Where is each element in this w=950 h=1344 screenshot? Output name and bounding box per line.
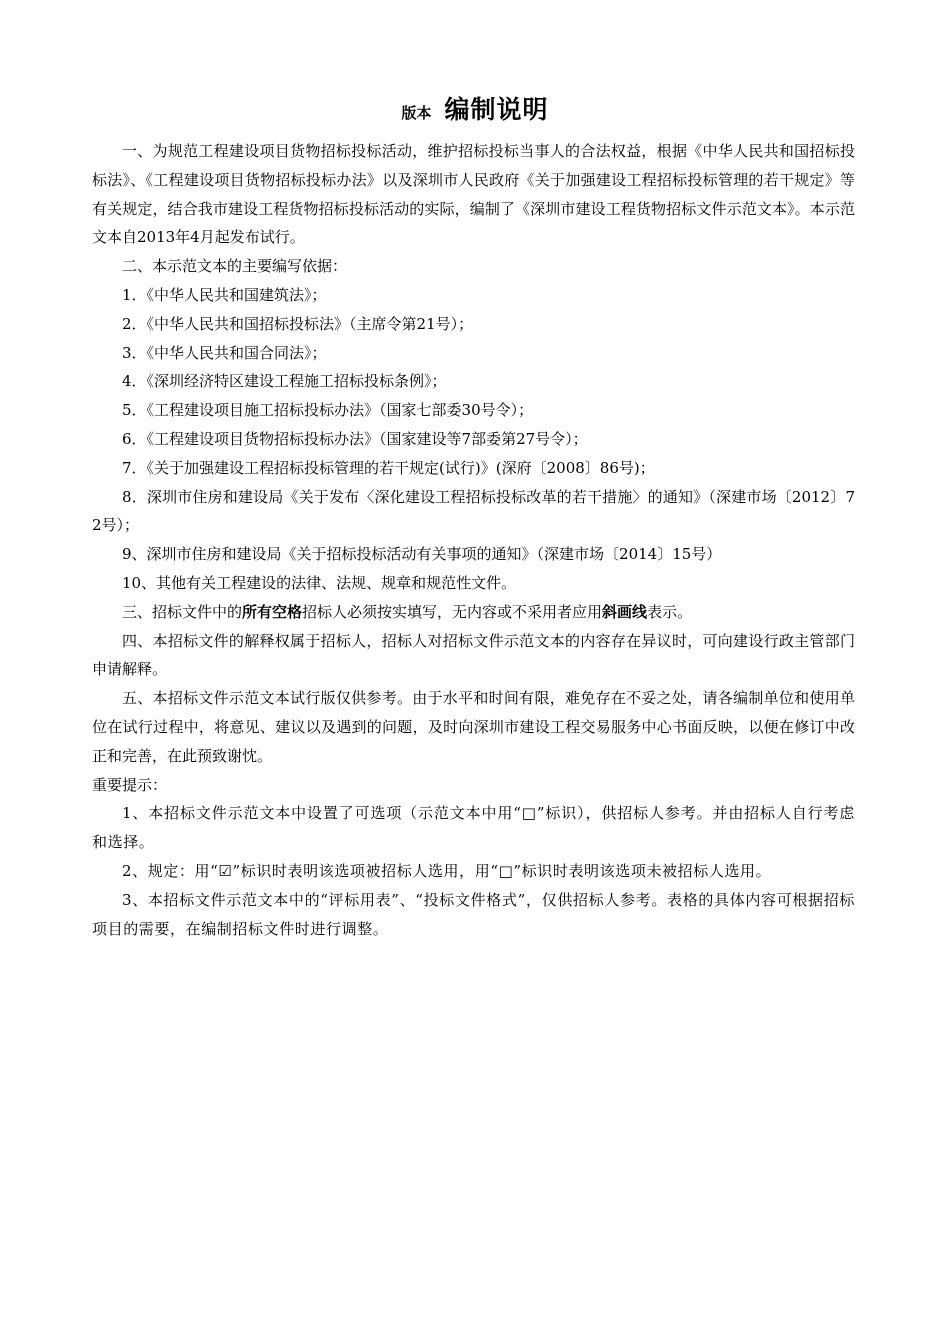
page-title — [0, 92, 950, 131]
basis-item-1: 1．《中华人民共和国建筑法》； — [122, 285, 327, 304]
paragraph-interpretation: 四、本招标文件的解释权属于招标人，招标人对招标文件示范文本的内容存在异议时，可向建设行政主管部门申请解释。 — [92, 631, 855, 679]
basis-item-8: 8．深圳市住房和建设局《关于发布〈深化建设工程招标投标改革的若干措施〉的通知》（深建市场〔2012〕72号）； — [92, 487, 855, 535]
paragraph-feedback: 五、本招标文件示范文本试行版仅供参考。由于水平和时间有限，难免存在不妥之处，请各编制单位和使用单位在试行过程中，将意见、建议以及遇到的问题，及时向深圳市建设工程交易服务中心书面反映，以便在修订中改正和完善，在此预致谢忱。 — [92, 689, 855, 765]
basis-item-7: 7．《关于加强建设工程招标投标管理的若干规定(试行)》(深府〔2008〕86号)； — [122, 458, 655, 477]
emphasis-slash-line: 斜画线 — [602, 602, 648, 621]
note-item-1: 1、本招标文件示范文本中设置了可选项（示范文本中用“□”标识），供招标人参考。并由招标人自行考虑和选择。 — [92, 804, 855, 852]
basis-item-9: 9、深圳市住房和建设局《关于招标投标活动有关事项的通知》（深建市场〔2014〕15号） — [122, 545, 722, 564]
paragraph-purpose: 一、为规范工程建设项目货物招标投标活动，维护招标投标当事人的合法权益，根据《中华人民共和国招标投标法》、《工程建设项目货物招标投标办法》以及深圳市人民政府《关于加强建设工程招标投标管理的若干规定》等有关规定，结合我市建设工程货物招标投标活动的实际，编制了《深圳市建设工程货物招标文件示范文本》。本示范文本自2013年4月起发布试行。 — [92, 142, 855, 247]
basis-item-5: 5．《工程建设项目施工招标投标办法》（国家七部委30号令）； — [122, 401, 534, 420]
title-main: 编制说明 — [444, 95, 549, 124]
emphasis-all-blanks: 所有空格 — [242, 602, 303, 621]
notes-list — [92, 799, 855, 943]
basis-item-10: 10、其他有关工程建设的法律、法规、规章和规范性文件。 — [122, 573, 517, 592]
notes-heading: 重要提示： — [92, 775, 168, 794]
title-prefix: 版本 — [401, 104, 432, 122]
basis-item-4: 4．《深圳经济特区建设工程施工招标投标条例》； — [122, 372, 447, 391]
basis-item-2: 2．《中华人民共和国招标投标法》（主席令第21号）； — [122, 314, 474, 333]
basis-item-3: 3．《中华人民共和国合同法》； — [122, 343, 327, 362]
para3-part-a: 三、招标文件中的 — [122, 602, 243, 621]
paragraph-basis-heading: 二、本示范文本的主要编写依据： — [122, 257, 348, 276]
note-item-2: 2、规定：用“☑”标识时表明该选项被招标人选用，用“□”标识时表明该选项未被招标人选用。 — [122, 861, 772, 880]
para3-part-e: 表示。 — [647, 602, 693, 621]
para3-part-c: 招标人必须按实填写，无内容或不采用者应用 — [302, 602, 603, 621]
note-item-3: 3、本招标文件示范文本中的“评标用表”、“投标文件格式”，仅供招标人参考。表格的具体内容可根据招标项目的需要，在编制招标文件时进行调整。 — [92, 890, 855, 938]
paragraph-blank-fields — [92, 598, 855, 627]
basis-item-6: 6．《工程建设项目货物招标投标办法》（国家建设等7部委第27号令）； — [122, 429, 588, 448]
document-body — [92, 137, 855, 943]
